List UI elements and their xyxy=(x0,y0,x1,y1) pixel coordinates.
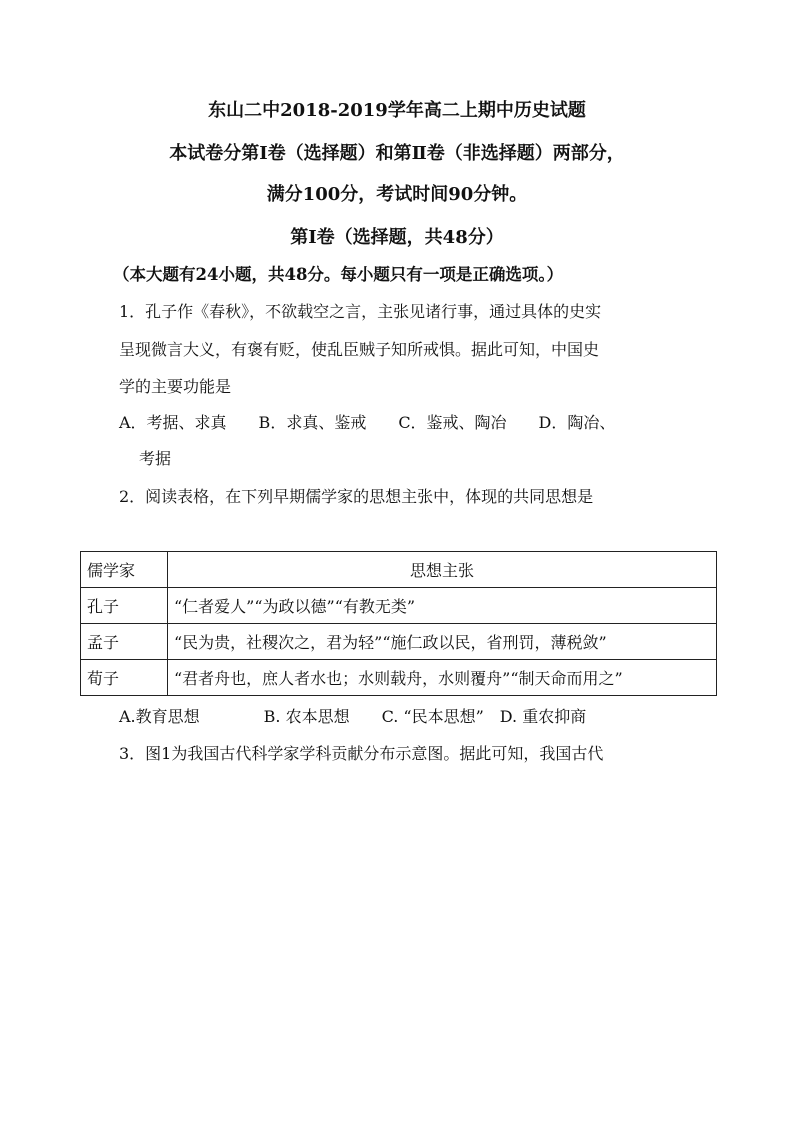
table-cell-scholar: 荀子 xyxy=(81,660,168,696)
q2-options: A.教育思想 B. 农本思想 C. “民本思想” D. 重农抑商 xyxy=(119,707,587,726)
q1-stem-line-2: 呈现微言大义，有褒有贬，使乱臣贼子知所戒惧。据此可知，中国史 xyxy=(119,340,600,359)
table-row xyxy=(81,660,717,696)
q1-stem-line-3: 学的主要功能是 xyxy=(119,377,232,396)
confucian-thinkers-table xyxy=(80,551,717,696)
q1-stem-line-1: 1．孔子作《春秋》，不欲载空之言，主张见诸行事，通过具体的史实 xyxy=(119,302,602,321)
exam-intro-line-1: 本试卷分第Ⅰ卷（选择题）和第Ⅱ卷（非选择题）两部分， xyxy=(169,143,625,164)
table-row xyxy=(81,588,717,624)
q1-options-wrap: 考据 xyxy=(139,449,172,468)
q3-stem: 3．图1为我国古代科学家学科贡献分布示意图。据此可知，我国古代 xyxy=(119,744,604,763)
table-cell-scholar: 孟子 xyxy=(81,624,168,660)
exam-title: 东山二中2018-2019学年高二上期中历史试题 xyxy=(208,100,586,121)
table-header-row xyxy=(81,552,717,588)
section-title: 第Ⅰ卷（选择题，共48分） xyxy=(290,227,504,248)
table-header-cell: 儒学家 xyxy=(81,552,168,588)
table-cell-ideas: “民为贵，社稷次之，君为轻”“施仁政以民，省刑罚，薄税敛” xyxy=(168,624,717,660)
table-cell-ideas: “仁者爱人”“为政以德”“有教无类” xyxy=(168,588,717,624)
table-header-cell: 思想主张 xyxy=(168,552,717,588)
q2-stem: 2．阅读表格，在下列早期儒学家的思想主张中，体现的共同思想是 xyxy=(119,487,594,506)
exam-intro-line-2: 满分100分，考试时间90分钟。 xyxy=(266,184,528,205)
section-note: （本大题有24小题，共48分。每小题只有一项是正确选项。） xyxy=(113,265,564,284)
table-cell-scholar: 孔子 xyxy=(81,588,168,624)
table-row xyxy=(81,624,717,660)
q1-options: A．考据、求真 B．求真、鉴戒 C．鉴戒、陶冶 D．陶冶、 xyxy=(119,413,616,432)
table-cell-ideas: “君者舟也，庶人者水也；水则载舟，水则覆舟”“制天命而用之” xyxy=(168,660,717,696)
